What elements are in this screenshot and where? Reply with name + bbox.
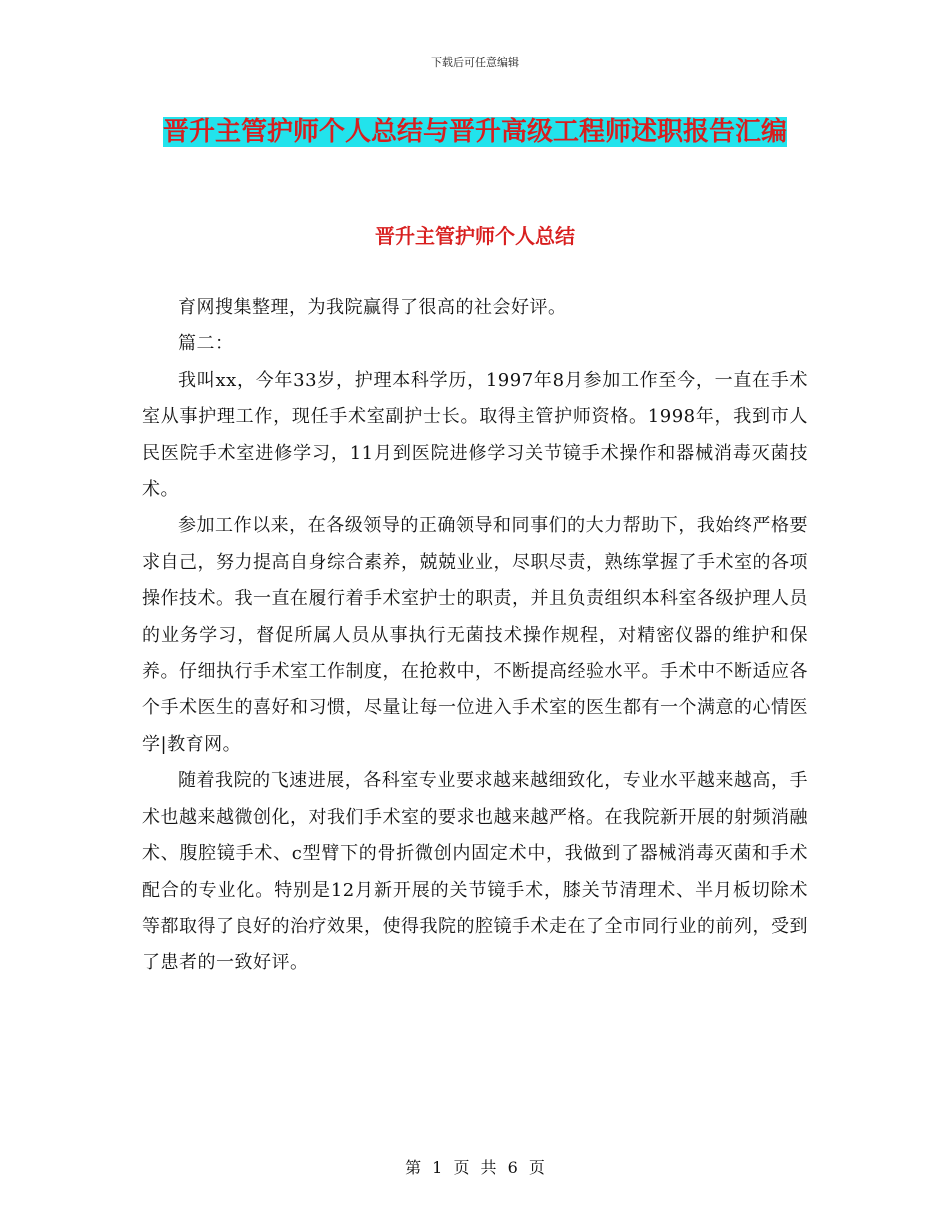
header-note: 下载后可任意编辑 [431, 56, 519, 69]
paragraph: 篇二： [178, 333, 234, 355]
paragraph: 我叫xx，今年33岁，护理本科学历，1997年8月参加工作至今，一直在手术室从事护理工作，现任手术室副护士长。取得主管护师资格。1998年，我到市人民医院手术室进修学习，11月到医院进修学习关节镜手术操作和器械消毒灭菌技术。 [142, 369, 808, 501]
paragraph: 育网搜集整理，为我院赢得了很高的社会好评。 [178, 297, 567, 318]
document-title-text: 晋升主管护师个人总结与晋升高级工程师述职报告汇编 [162, 117, 787, 147]
page-footer: 第 1 页 共 6 页 [405, 1158, 545, 1177]
paragraph: 参加工作以来，在各级领导的正确领导和同事们的大力帮助下，我始终严格要求自己，努力提高自身综合素养，兢兢业业，尽职尽责，熟练掌握了手术室的各项操作技术。我一直在履行着手术室护士的职责，并且负责组织本科室各级护理人员的业务学习，督促所属人员从事执行无菌技术操作规程，对精密仪器的维护和保养。仔细执行手术室工作制度，在抢救中，不断提高经验水平。手术中不断适应各个手术医生的喜好和习惯，尽量让每一位进入手术室的医生都有一个满意的心情医学|教育网。 [142, 515, 808, 755]
body-text [142, 290, 808, 982]
document-title [142, 112, 808, 152]
section-title: 晋升主管护师个人总结 [375, 224, 575, 248]
paragraph: 随着我院的飞速进展，各科室专业要求越来越细致化，专业水平越来越高，手术也越来越微创化，对我们手术室的要求也越来越严格。在我院新开展的射频消融术、腹腔镜手术、c型臂下的骨折微创内固定术中，我做到了器械消毒灭菌和手术配合的专业化。特别是12月新开展的关节镜手术，膝关节清理术、半月板切除术等都取得了良好的治疗效果，使得我院的腔镜手术走在了全市同行业的前列，受到了患者的一致好评。 [142, 770, 808, 974]
